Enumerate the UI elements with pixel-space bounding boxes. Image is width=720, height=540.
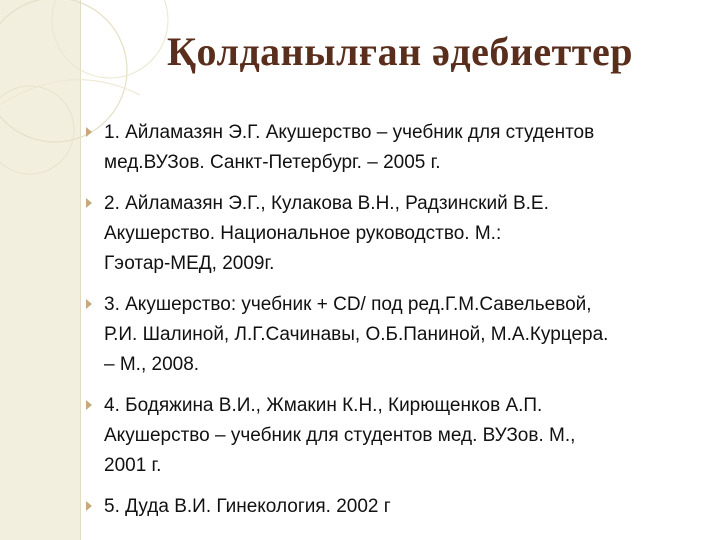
reference-item-2 — [86, 189, 706, 279]
reference-line: Гэотар-МЕД, 2009г. — [104, 253, 275, 274]
bullet-icon — [86, 400, 92, 410]
reference-line: 2001 г. — [104, 455, 162, 476]
reference-line: 4. Бодяжина В.И., Жмакин К.Н., Кирющенков А.П. — [104, 395, 543, 416]
bullet-icon — [86, 198, 92, 208]
decorative-side-band — [0, 0, 81, 540]
reference-line: Акушерство. Национальное руководство. М.: — [104, 223, 502, 244]
bullet-icon — [86, 501, 92, 511]
reference-item-5 — [86, 492, 706, 522]
reference-line: – М., 2008. — [104, 354, 200, 375]
reference-item-1 — [86, 118, 706, 178]
reference-item-4 — [86, 391, 706, 481]
reference-line: Акушерство – учебник для студентов мед. ВУЗов. М., — [104, 425, 576, 446]
reference-line: 3. Акушерство: учебник + CD/ под ред.Г.М.Савельевой, — [104, 294, 592, 315]
reference-line: 2. Айламазян Э.Г., Кулакова В.Н., Радзинский В.Е. — [104, 193, 549, 214]
reference-list — [86, 118, 706, 533]
reference-line: 5. Дуда В.И. Гинекология. 2002 г — [104, 496, 391, 517]
reference-item-3 — [86, 290, 706, 380]
reference-line: мед.ВУЗов. Санкт-Петербург. – 2005 г. — [104, 152, 441, 173]
reference-line: Р.И. Шалиной, Л.Г.Сачинавы, О.Б.Паниной, М.А.Курцера. — [104, 324, 609, 345]
reference-line: 1. Айламазян Э.Г. Акушерство – учебник для студентов — [104, 122, 595, 143]
bullet-icon — [86, 127, 92, 137]
bullet-icon — [86, 299, 92, 309]
slide-title: Қолданылған әдебиеттер — [167, 29, 633, 74]
